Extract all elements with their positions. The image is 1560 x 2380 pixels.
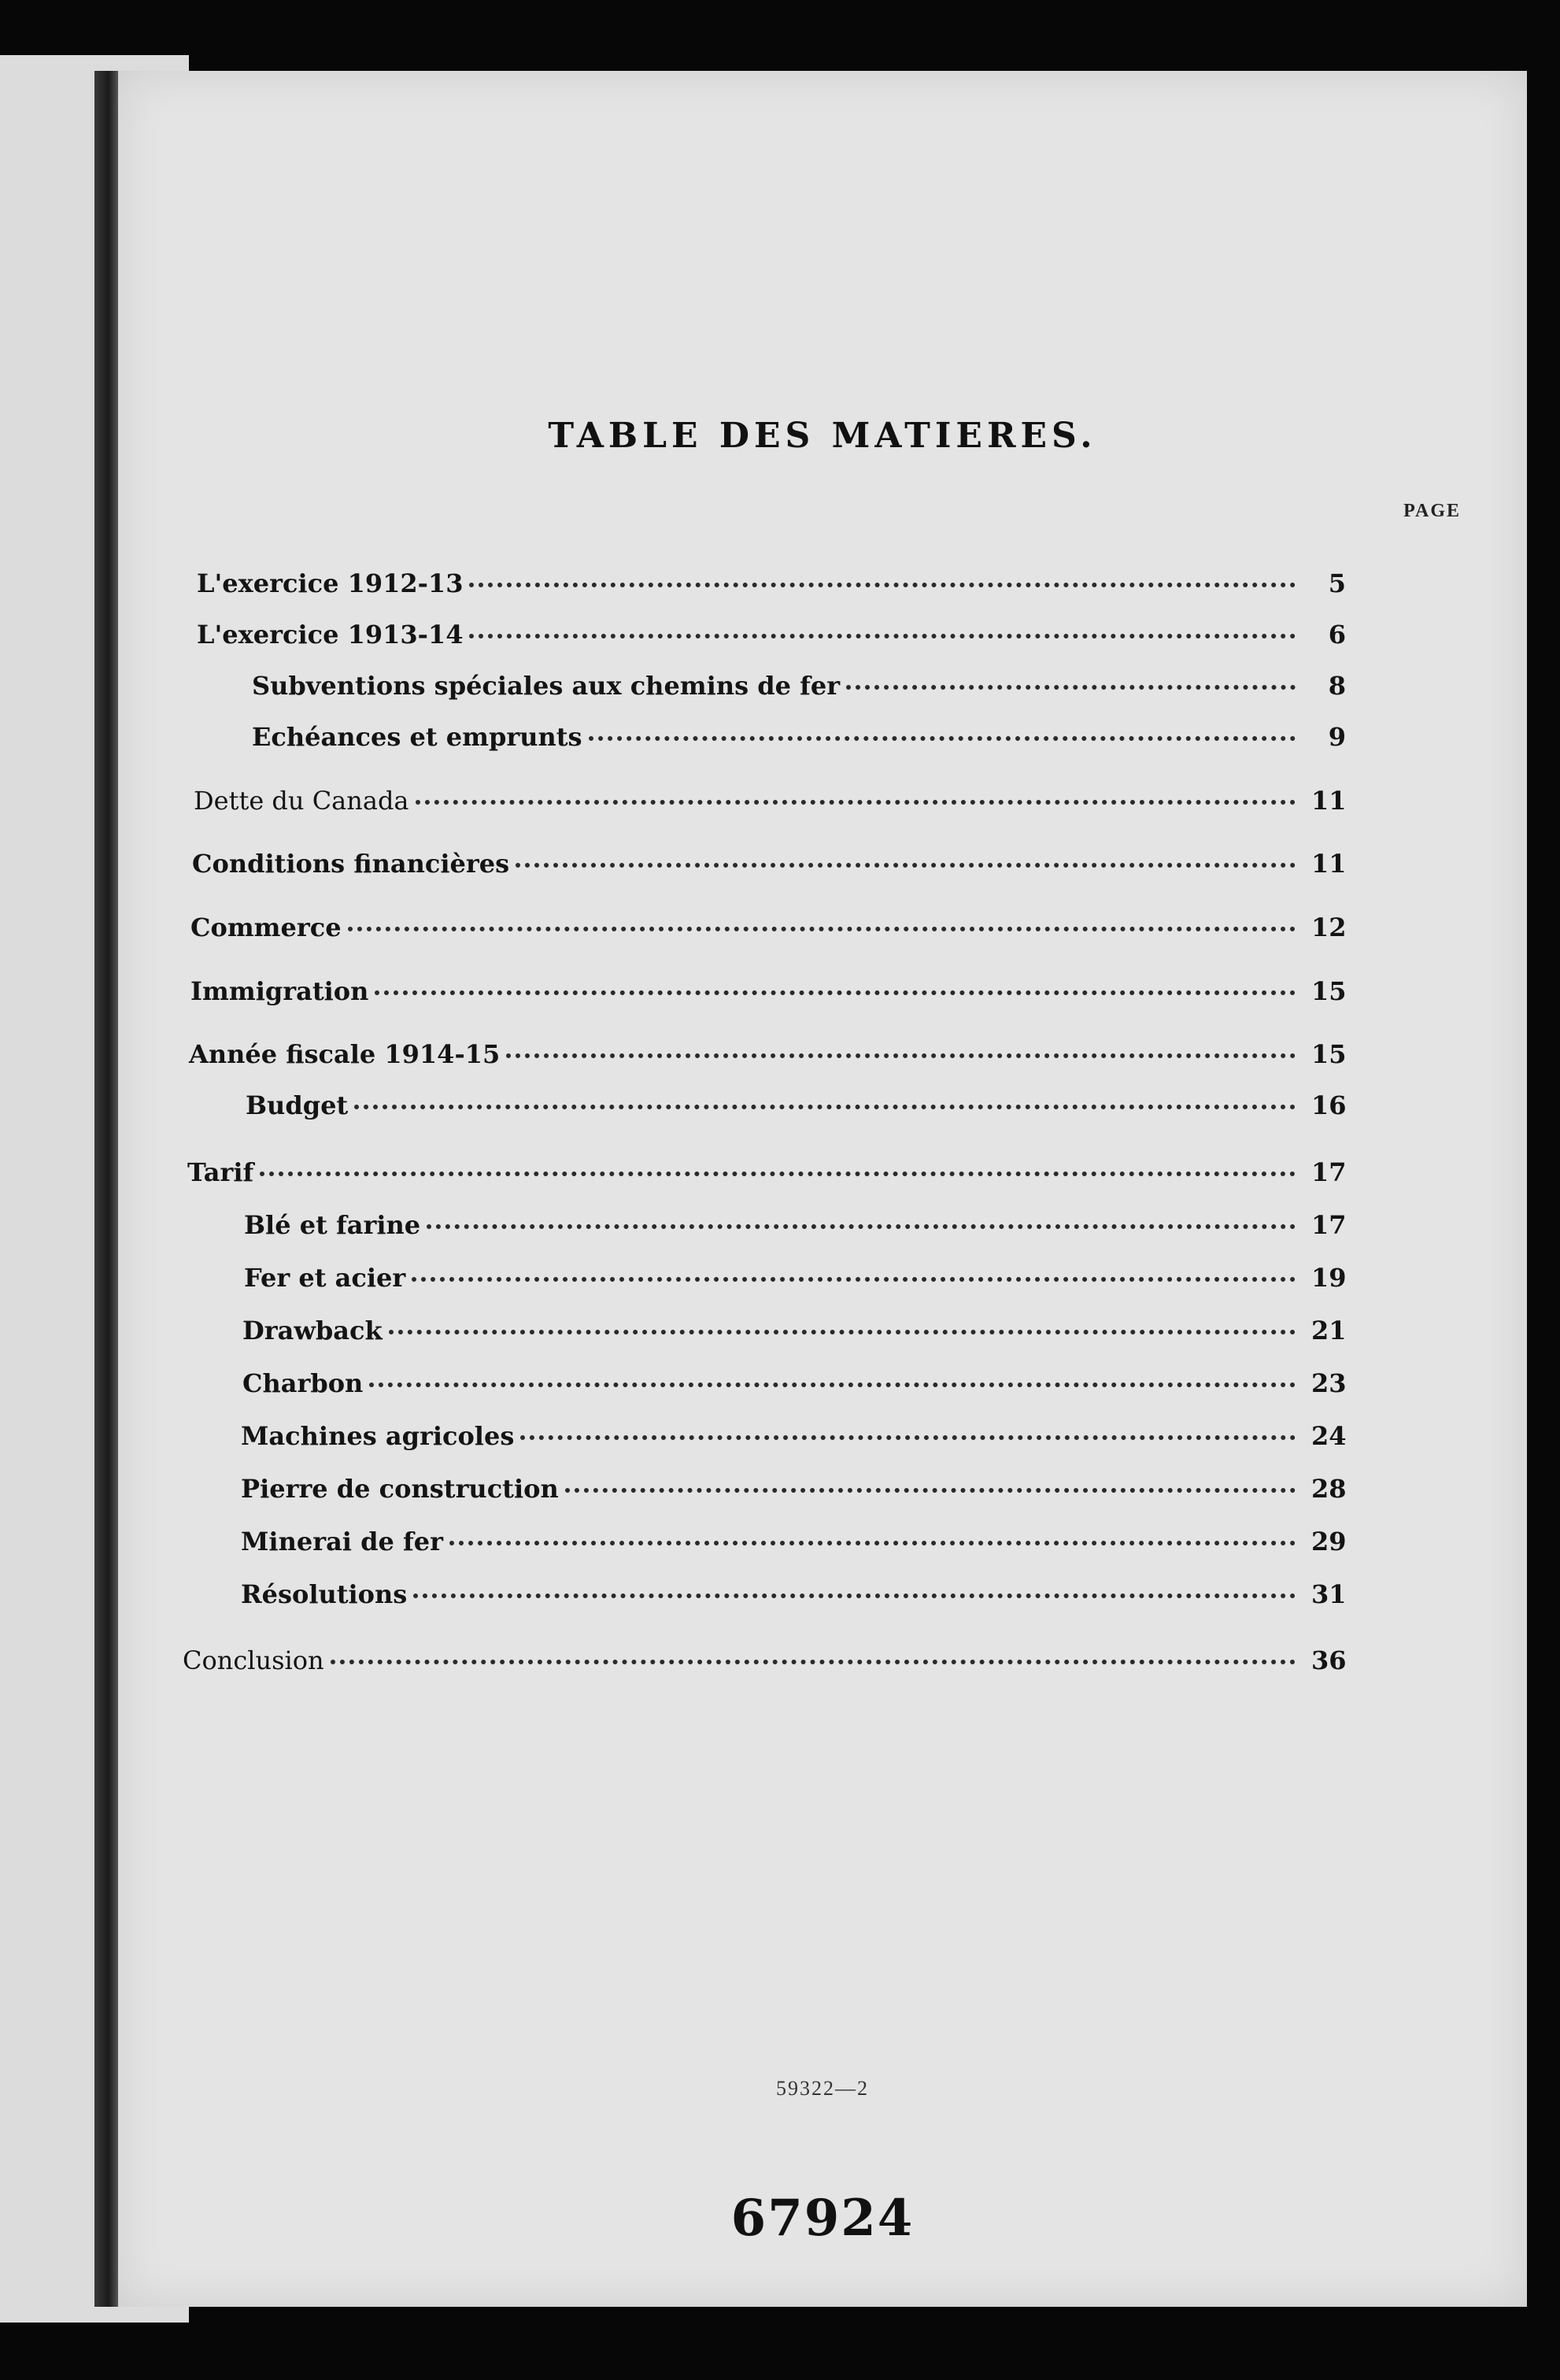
toc-entry-page: 9: [1328, 722, 1346, 752]
toc-entry-title: Budget: [246, 1090, 349, 1120]
toc-entry-page: 31: [1311, 1579, 1347, 1609]
toc-entry-page: 15: [1311, 1039, 1347, 1069]
toc-entry-title: Fer et acier: [244, 1263, 406, 1293]
toc-entry-title: L'exercice 1912-13: [197, 568, 464, 598]
toc-entry: [187, 1157, 1346, 1187]
toc-leader-dots: [348, 927, 1296, 931]
toc-entry-title: Conclusion: [183, 1645, 324, 1675]
toc-entry-title: Commerce: [190, 912, 342, 942]
toc-leader-dots: [469, 583, 1296, 587]
toc-entry-page: 17: [1311, 1157, 1347, 1187]
toc-entry-page: 36: [1311, 1645, 1347, 1675]
toc-entry: [183, 1645, 1346, 1675]
toc-entry: [252, 722, 1346, 752]
toc-entry: [194, 786, 1346, 816]
toc-entry-title: Blé et farine: [244, 1210, 421, 1240]
toc-entry-title: Résolutions: [241, 1579, 408, 1609]
toc-entry-page: 12: [1311, 912, 1347, 942]
page-column-label: PAGE: [1403, 501, 1461, 521]
toc-entry-page: 15: [1311, 976, 1347, 1006]
toc-leader-dots: [846, 685, 1296, 690]
table-of-contents: [118, 71, 1527, 2307]
book-spine: [94, 71, 118, 2307]
toc-leader-dots: [331, 1660, 1296, 1664]
toc-leader-dots: [260, 1171, 1296, 1176]
toc-leader-dots: [354, 1105, 1296, 1109]
toc-entry-page: 5: [1328, 568, 1346, 598]
toc-entry-title: Subventions spéciales aux chemins de fer: [252, 671, 841, 701]
toc-entry-title: Conditions financières: [192, 849, 510, 879]
toc-leader-dots: [506, 1053, 1296, 1058]
toc-leader-dots: [427, 1224, 1296, 1229]
toc-entry-title: Dette du Canada: [194, 786, 409, 816]
toc-entry-title: Tarif: [187, 1157, 254, 1187]
toc-entry-page: 21: [1311, 1316, 1347, 1345]
toc-leader-dots: [589, 736, 1296, 741]
toc-entry-page: 11: [1311, 849, 1347, 879]
toc-leader-dots: [469, 634, 1296, 638]
toc-leader-dots: [375, 990, 1296, 995]
toc-entry: [242, 1368, 1346, 1398]
toc-entry-page: 19: [1311, 1263, 1347, 1293]
toc-entry-title: Minerai de fer: [241, 1527, 443, 1556]
toc-leader-dots: [369, 1382, 1296, 1387]
toc-entry: [197, 568, 1346, 598]
toc-entry: [244, 1263, 1346, 1293]
toc-entry-title: Echéances et emprunts: [252, 722, 582, 752]
toc-entry-title: Année fiscale 1914-15: [189, 1039, 501, 1069]
toc-entry: [241, 1527, 1346, 1556]
toc-entry-title: Immigration: [190, 976, 369, 1006]
toc-entry-title: Pierre de construction: [241, 1474, 559, 1504]
toc-entry-page: 29: [1311, 1527, 1347, 1556]
toc-entry: [192, 849, 1346, 879]
toc-leader-dots: [449, 1541, 1296, 1545]
toc-entry: [244, 1210, 1346, 1240]
toc-entry: [242, 1316, 1346, 1345]
toc-entry: [190, 912, 1346, 942]
toc-entry-page: 24: [1311, 1421, 1347, 1451]
toc-entry: [241, 1421, 1346, 1451]
toc-leader-dots: [416, 800, 1296, 805]
toc-entry-title: Charbon: [242, 1368, 364, 1398]
toc-entry-page: 23: [1311, 1368, 1347, 1398]
toc-leader-dots: [412, 1277, 1296, 1282]
toc-leader-dots: [516, 863, 1296, 868]
toc-entry-page: 17: [1311, 1210, 1347, 1240]
toc-leader-dots: [413, 1593, 1296, 1598]
toc-entry-title: Machines agricoles: [241, 1421, 515, 1451]
toc-entry: [241, 1474, 1346, 1504]
toc-entry: [252, 671, 1346, 701]
toc-entry: [241, 1579, 1346, 1609]
toc-entry-page: 16: [1311, 1090, 1347, 1120]
document-title: TABLE DES MATIERES.: [548, 416, 1097, 456]
toc-leader-dots: [520, 1435, 1296, 1440]
toc-entry-page: 11: [1311, 786, 1347, 816]
toc-entry-title: L'exercice 1913-14: [197, 620, 464, 650]
toc-entry: [197, 620, 1346, 650]
document-page: [118, 71, 1527, 2307]
catalog-number: 67924: [730, 2189, 915, 2248]
toc-entry-page: 8: [1328, 671, 1346, 701]
toc-entry-page: 6: [1328, 620, 1346, 650]
toc-leader-dots: [565, 1488, 1296, 1493]
toc-entry-page: 28: [1311, 1474, 1347, 1504]
toc-entry-title: Drawback: [242, 1316, 383, 1345]
toc-entry: [190, 976, 1346, 1006]
printer-signature: 59322—2: [776, 2077, 869, 2100]
toc-leader-dots: [389, 1330, 1296, 1334]
toc-entry: [246, 1090, 1346, 1120]
toc-entry: [189, 1039, 1346, 1069]
